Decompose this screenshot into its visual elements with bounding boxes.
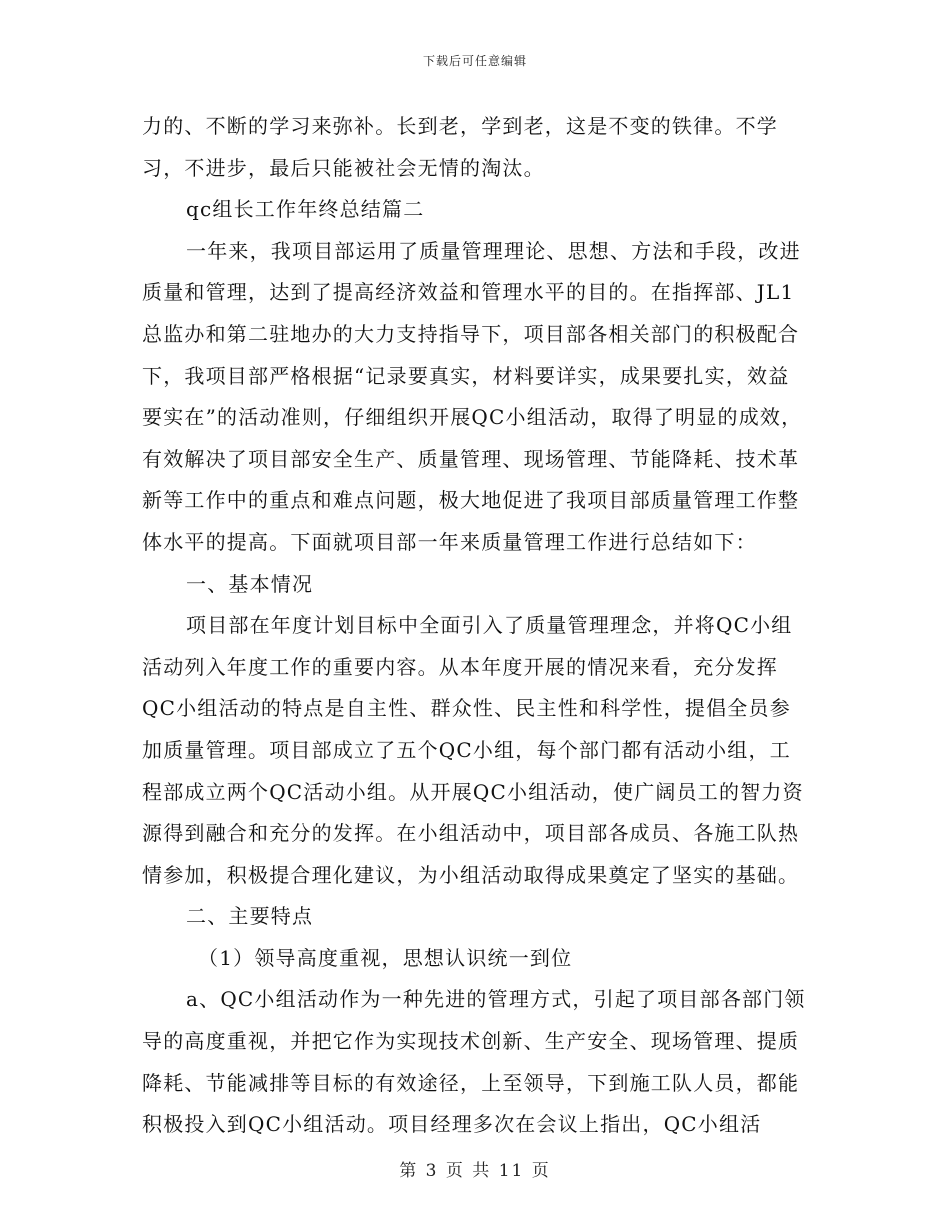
footer-page-number: 3 — [425, 1161, 439, 1181]
document-body — [142, 106, 810, 1146]
paragraph-continuation: 力的、不断的学习来弥补。长到老，学到老，这是不变的铁律。不学习，不进步，最后只能被社会无情的淘汰。 — [142, 114, 778, 180]
paragraph-intro: 一年来，我项目部运用了质量管理理论、思想、方法和手段，改进质量和管理，达到了提高经济效益和管理水平的目的。在指挥部、JL1总监办和第二驻地办的大力支持指导下，项目部各相关部门的积极配合下，我项目部严格根据“记录要真实，材料要详实，成果要扎实，效益要实在”的活动准则，仔细组织开展QC小组活动，取得了明显的成效，有效解决了项目部安全生产、质量管理、现场管理、节能降耗、技术革新等工作中的重点和难点问题，极大地促进了我项目部质量管理工作整体水平的提高。下面就项目部一年来质量管理工作进行总结如下： — [142, 238, 803, 554]
footer-middle: 页 共 — [445, 1161, 492, 1181]
footer-prefix: 第 — [399, 1161, 419, 1181]
footer-total-pages: 11 — [498, 1161, 525, 1181]
heading-main-features: 二、主要特点 — [186, 904, 314, 929]
footer-suffix: 页 — [531, 1161, 551, 1181]
subheading-leadership: （1）领导高度重视，思想认识统一到位 — [198, 945, 573, 970]
page-header: 下载后可任意编辑 — [422, 54, 527, 68]
heading-basic-situation: 一、基本情况 — [186, 571, 314, 596]
section-title: qc组长工作年终总结篇二 — [186, 197, 425, 222]
paragraph-basic-situation: 项目部在年度计划目标中全面引入了质量管理理念，并将QC小组活动列入年度工作的重要内容。从本年度开展的情况来看，充分发挥QC小组活动的特点是自主性、群众性、民主性和科学性，提倡全员参加质量管理。项目部成立了五个QC小组，每个部门都有活动小组，工程部成立两个QC活动小组。从开展QC小组活动，使广阔员工的智力资源得到融合和充分的发挥。在小组活动中，项目部各成员、各施工队热情参加，积极提合理化建议，为小组活动取得成果奠定了坚实的基础。 — [142, 613, 804, 887]
paragraph-leadership: a、QC小组活动作为一种先进的管理方式，引起了项目部各部门领导的高度重视，并把它作为实现技术创新、生产安全、现场管理、提质降耗、节能减排等目标的有效途径，上至领导，下到施工队人员，都能积极投入到QC小组活动。项目经理多次在会议上指出，QC小组活 — [142, 987, 806, 1137]
page-footer — [0, 1156, 950, 1181]
